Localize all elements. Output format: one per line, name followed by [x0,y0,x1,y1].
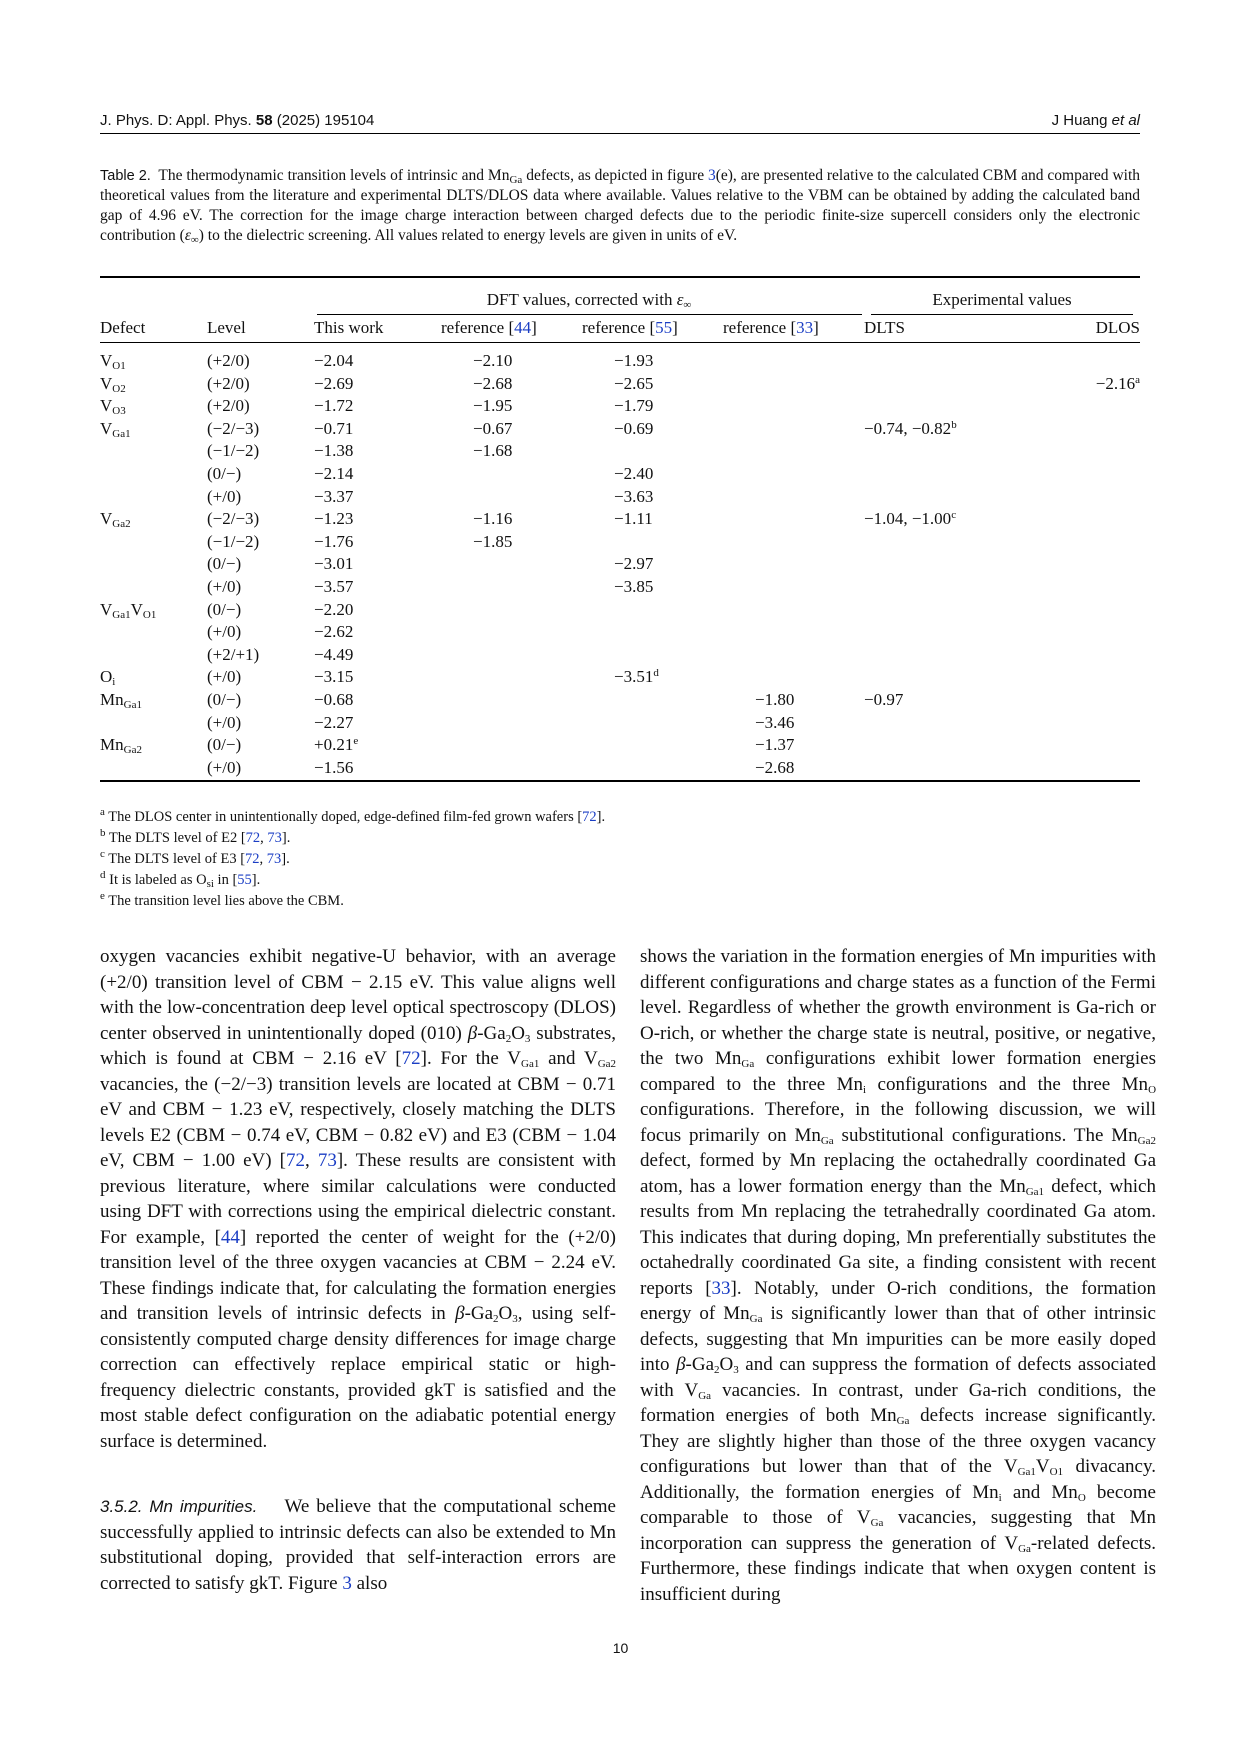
cell-dlts [864,600,1004,623]
cell-ref33 [711,396,864,419]
cell-level: (+2/0) [207,373,250,393]
cell-this-work: −2.27 [314,712,354,732]
cell-dlts [864,464,1004,487]
cell-ref44 [429,464,570,487]
cell-defect [100,577,207,600]
body-column-right [640,944,1156,1607]
cell-ref44 [429,758,570,782]
cell-ref44 [429,554,570,577]
cell-ref44 [429,487,570,510]
header-rule [100,133,1140,134]
cell-ref44: −2.68 [473,373,513,393]
cell-level: (−2/−3) [207,509,260,529]
cell-dlts: −0.97 [864,689,904,709]
cell-level: (+2/0) [207,351,250,370]
cell-this-work: −1.76 [314,531,354,551]
cell-dlos [1004,441,1140,464]
ref-link[interactable]: 73 [266,851,282,867]
journal-citation: J. Phys. D: Appl. Phys. 58 (2025) 195104 [100,112,375,129]
ref-link[interactable]: 44 [514,318,532,337]
footnote-b: $^b$ The DLTS level of E2 [72, 73]. [100,827,291,846]
cell-defect: $V_{O3}$ [100,396,126,418]
cell-this-work: −1.72 [314,396,354,416]
cell-dlos [1004,487,1140,510]
cell-level: (+/0) [207,486,242,506]
cell-ref55: −1.79 [614,396,654,416]
ref-link[interactable]: 55 [237,872,252,888]
ref-link[interactable]: 33 [711,1277,731,1299]
cell-defect [100,532,207,555]
cell-ref55 [570,713,711,736]
cell-this-work: −0.68 [314,689,354,709]
cell-defect: $V_{Ga2}$ [100,509,131,531]
cell-ref55: −2.40 [614,463,654,483]
cell-defect [100,487,207,510]
cell-level: (0/−) [207,735,242,755]
cell-ref55 [570,758,711,782]
col-ref33-header: reference [33] [723,318,819,337]
ref-link[interactable]: 44 [220,1226,240,1248]
cell-defect [100,713,207,736]
cell-defect: $O_i$ [100,667,116,689]
table-row [100,554,1140,577]
table-row [100,532,1140,555]
table-row [100,735,1140,758]
cell-level: (+/0) [207,667,242,687]
cell-ref33 [711,509,864,532]
cell-level: (0/−) [207,463,242,483]
paragraph: 3.5.2. Mn impurities. We believe that the computational scheme successfully applied to intrinsic defects can also be extended to Mn substitutional doping, provided that self-interaction errors are corrected to satisfy gkT. Figure 3 also [100,1496,616,1594]
cell-dlts [864,532,1004,555]
table-row [100,509,1140,532]
cell-ref33 [711,554,864,577]
cell-ref55 [570,600,711,623]
col-ref55-header: reference [55] [582,318,678,337]
running-header [100,112,1140,132]
table-row [100,464,1140,487]
ref-link[interactable]: 72 [285,1150,305,1171]
cell-level: (+/0) [207,712,242,732]
table-caption: Table 2. The thermodynamic transition levels of intrinsic and $Mn_{Ga}$ defects, as depicted in figure 3(e), are presented relative to the calculated CBM and compared with theoretical values from the literature and experimental DLTS/DLOS data where available. Values relative to the VBM can be obtained by adding the calculated band gap of 4.96 eV. The correction for the image charge interaction between charged defects due to the periodic finite-size supercell considers only the electronic contribution $(\varepsilon_\infty)$ to the dielectric screening. All values related to energy levels are given in units of eV. [100,167,1140,246]
cell-level: (−1/−2) [207,441,260,461]
col-ref44-header: reference [44] [441,318,537,337]
cell-dlos [1004,396,1140,419]
cell-ref44 [429,713,570,736]
cell-dlos [1004,622,1140,645]
table-row [100,758,1140,782]
cell-this-work: −2.20 [314,599,354,619]
table-row [100,419,1140,442]
page-number: 10 [612,1640,629,1656]
transition-levels-table [100,276,1140,782]
col-dlts-header: DLTS [864,318,905,337]
cell-ref33 [711,464,864,487]
cell-ref44 [429,667,570,690]
cell-level: (0/−) [207,689,242,709]
group-dft-header: DFT values, corrected with $\varepsilon_\infty$ [314,277,864,314]
cell-dlos [1004,577,1140,600]
figure-link[interactable]: 3 [342,1572,352,1594]
cell-this-work: −1.38 [314,441,354,461]
cell-this-work: −0.71 [314,418,354,438]
cell-ref44: −1.68 [473,441,513,461]
cell-defect [100,758,207,782]
cell-ref33 [711,532,864,555]
table-row [100,690,1140,713]
paragraph: oxygen vacancies exhibit negative-U behavior, with an average (+2/0) transition level of CBM − 2.15 eV. This value aligns well with the low-concentration deep level optical spectroscopy (DLOS) center observed in unintentionally doped (010) $\beta-Ga_2O_3$ substrates, which is found at CBM − 2.16 eV [72]. For the $V_{Ga1}$ and $V_{Ga2}$ vacancies, the (−2/−3) transition levels are located at CBM − 0.71 eV and CBM − 1.23 eV, respectively, closely matching the DLTS levels E2 (CBM − 0.74 eV, CBM − 0.82 eV) and E3 (CBM − 1.04 eV, CBM − 1.00 eV) [72, 73]. These results are consistent with previous literature, where similar calculations were conducted using DFT with corrections using the empirical dielectric constant. For example, [44] reported the center of weight for the (+2/0) transition level of the three oxygen vacancies at CBM − 2.24 eV. These findings indicate that, for calculating the formation energies and transition levels of intrinsic defects in $\beta-Ga_2O_3$, using self-consistently computed charge density differences for image charge correction can effectively replace empirical static or high-frequency dielectric constants, provided gkT is satisfied and the most stable defect configuration on the adiabatic potential energy surface is determined. [100,946,617,1452]
cell-ref55: −3.63 [614,486,654,506]
cell-dlos [1004,419,1140,442]
footnote-e: $^e$ The transition level lies above the CBM. [100,890,344,909]
cell-ref33 [711,645,864,668]
table-row [100,374,1140,397]
cell-ref55 [570,532,711,555]
cell-defect: $V_{Ga1}V_{O1}$ [100,599,157,621]
cell-ref44: −0.67 [473,418,513,438]
cell-ref33 [711,487,864,510]
cell-ref33: −2.68 [755,757,795,777]
cell-this-work: −2.69 [314,373,354,393]
cell-ref44 [429,600,570,623]
cell-dlts [864,645,1004,668]
cell-dlos [1004,532,1140,555]
cell-defect [100,441,207,464]
cell-dlts [864,343,1004,374]
cell-level: (+2/+1) [207,644,260,664]
cell-dlos: −2.16$^a$ [1095,373,1140,393]
table-row [100,600,1140,623]
cell-dlts [864,758,1004,782]
body-column-left [100,944,616,1596]
cell-ref33 [711,441,864,464]
cell-level: (+/0) [207,622,242,642]
cell-ref44 [429,577,570,600]
table-row [100,667,1140,690]
cell-ref44: −1.16 [473,509,513,529]
cell-dlts [864,487,1004,510]
table-row [100,713,1140,736]
cell-ref55: −1.93 [614,351,654,370]
cell-ref55: −3.51$^d$ [614,667,659,687]
cell-level: (−1/−2) [207,531,260,551]
cell-dlos [1004,600,1140,623]
cell-ref55 [570,690,711,713]
cell-ref55: −2.97 [614,554,654,574]
table-label: Table 2. [100,168,151,184]
cell-ref33 [711,419,864,442]
cell-dlts: −1.04, −1.00$^c$ [864,509,957,529]
cell-dlts [864,554,1004,577]
section-subheading: 3.5.2. Mn impurities. [100,1497,258,1516]
cell-this-work: −1.56 [314,757,354,777]
cell-ref44 [429,735,570,758]
cell-dlts [864,735,1004,758]
cell-ref33 [711,600,864,623]
cell-ref33: −1.80 [755,689,795,709]
table-row [100,577,1140,600]
cell-dlts [864,622,1004,645]
table-row [100,645,1140,668]
cell-ref55: −3.85 [614,576,654,596]
cell-ref55 [570,622,711,645]
figure-link[interactable]: 3 [707,167,716,184]
cell-defect [100,554,207,577]
cell-dlos [1004,713,1140,736]
cell-defect [100,464,207,487]
cell-dlos [1004,509,1140,532]
cell-ref44 [429,645,570,668]
cell-ref33: −3.46 [755,712,795,732]
cell-this-work: −1.23 [314,509,354,529]
cell-this-work: −2.62 [314,622,354,642]
cell-defect [100,645,207,668]
cell-level: (0/−) [207,599,242,619]
cell-level: (−2/−3) [207,418,260,438]
cell-ref33 [711,343,864,374]
table-row [100,622,1140,645]
cell-defect: $V_{O2}$ [100,373,126,395]
group-exp-header: Experimental values [864,277,1140,314]
cell-dlos [1004,758,1140,782]
cell-defect [100,622,207,645]
cell-ref55: −2.65 [614,373,654,393]
cell-this-work: +0.21$^e$ [314,735,359,755]
cell-ref44 [429,622,570,645]
cell-this-work: −3.37 [314,486,354,506]
ref-link[interactable]: 72 [582,809,597,825]
cell-ref55 [570,441,711,464]
cell-ref55 [570,735,711,758]
col-defect-header: Defect [100,318,146,337]
cell-this-work: −2.14 [314,463,354,483]
cell-dlos [1004,645,1140,668]
cell-defect: $Mn_{Ga1}$ [100,689,142,711]
table-footnotes [100,807,1140,912]
col-thiswork-header: This work [314,318,384,337]
cell-defect: $Mn_{Ga2}$ [100,735,142,757]
cell-dlts [864,667,1004,690]
ref-link[interactable]: 73 [317,1150,337,1171]
cell-ref44: −1.85 [473,531,513,551]
cell-defect: $V_{Ga1}$ [100,418,131,440]
cell-dlts: −0.74, −0.82$^b$ [864,418,957,438]
cell-this-work: −4.49 [314,644,354,664]
paragraph: shows the variation in the formation energies of Mn impurities with different configurations and charge states as a function of the Fermi level. Regardless of whether the growth environment is Ga-rich or O-rich, or whether the charge state is neutral, positive, or negative, the two $Mn_{Ga}$ configurations exhibit lower formation energies compared to the three $Mn_i$ configurations and the three $Mn_O$ configurations. Therefore, in the following discussion, we will focus primarily on $Mn_{Ga}$ substitutional configurations. The $Mn_{Ga2}$ defect, formed by Mn replacing the octahedrally coordinated Ga atom, has a lower formation energy than the $Mn_{Ga1}$ defect, which results from Mn replacing the tetrahedrally coordinated Ga atom. This indicates that during doping, Mn preferentially substitutes the octahedrally coordinated Ga site, a finding consistent with recent reports [33]. Notably, under O-rich conditions, the formation energy of $Mn_{Ga}$ is significantly lower than that of other intrinsic defects, suggesting that Mn impurities can be more easily doped into $\beta-Ga_2O_3$ and can suppress the formation of defects associated with $V_{Ga}$ vacancies. In contrast, under Ga-rich conditions, the formation energies of both $Mn_{Ga}$ defects increase significantly. They are slightly higher than those of the three oxygen vacancy configurations but lower than that of the $V_{Ga1}V_{O1}$ divacancy. Additionally, the formation energies of $Mn_i$ and $Mn_O$ become comparable to those of $V_{Ga}$ vacancies, suggesting that Mn incorporation can suppress the generation of $V_{Ga}$-related defects. Furthermore, these findings indicate that when oxygen content is insufficient during [640,946,1157,1605]
cell-dlos [1004,464,1140,487]
cell-ref33 [711,577,864,600]
cell-this-work: −3.01 [314,554,354,574]
cell-dlos [1004,690,1140,713]
ref-link[interactable]: 73 [267,830,282,846]
cell-level: (0/−) [207,554,242,574]
cell-this-work: −2.04 [314,351,354,370]
ref-link[interactable]: 33 [796,318,814,337]
col-level-header: Level [207,318,246,337]
ref-link[interactable]: 72 [401,1048,421,1069]
table-row [100,441,1140,464]
ref-link[interactable]: 72 [245,851,260,867]
cell-ref55 [570,645,711,668]
cell-ref33: −1.37 [755,735,795,755]
cell-ref44 [429,690,570,713]
cell-ref33 [711,622,864,645]
table-body [100,343,1140,782]
ref-link[interactable]: 72 [245,830,261,846]
cell-dlos [1004,667,1140,690]
cell-ref44: −2.10 [473,351,513,370]
cell-dlts [864,577,1004,600]
cell-ref55: −0.69 [614,418,654,438]
cell-dlos [1004,735,1140,758]
footnote-c: $^c$ The DLTS level of E3 [72, 73]. [100,848,290,867]
col-dlos-header: DLOS [1095,318,1140,337]
author-running-head: J Huang et al [1051,112,1140,129]
cell-this-work: −3.57 [314,576,354,596]
cell-dlts [864,441,1004,464]
table-row [100,343,1140,374]
cell-dlts [864,713,1004,736]
cell-level: (+/0) [207,576,242,596]
footnote-a: $^a$ The DLOS center in unintentionally doped, edge-defined film-fed grown wafers [72]. [100,806,606,825]
cell-dlos [1004,554,1140,577]
cell-dlts [864,396,1004,419]
cell-ref33 [711,667,864,690]
table-row [100,487,1140,510]
cell-level: (+2/0) [207,396,250,416]
transition-levels-table-wrap [100,276,1140,782]
table-row [100,396,1140,419]
cell-level: (+/0) [207,757,242,777]
cell-ref33 [711,374,864,397]
cell-ref55: −1.11 [614,509,653,529]
cell-this-work: −3.15 [314,667,354,687]
cell-dlos [1004,343,1140,374]
ref-link[interactable]: 55 [655,318,673,337]
cell-defect: $V_{O1}$ [100,351,126,372]
cell-ref44: −1.95 [473,396,513,416]
footnote-d: $^d$ It is labeled as $O_{si}$ in [55]. [100,869,261,890]
cell-dlts [864,374,1004,397]
